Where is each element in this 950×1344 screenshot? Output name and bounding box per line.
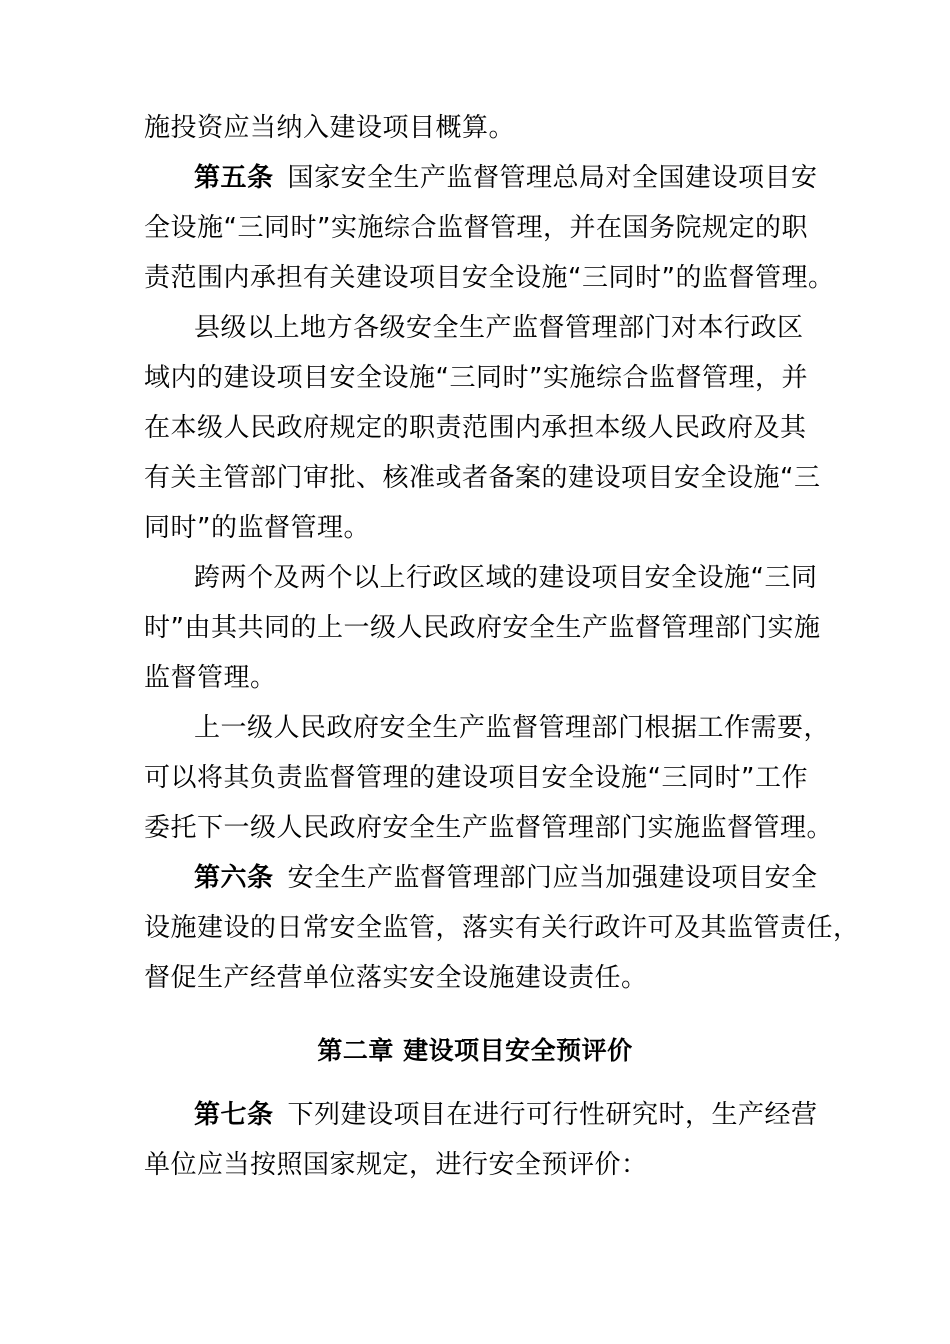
article-5-heading: 第五条 <box>194 163 274 193</box>
paragraph-line: 委托下一级人民政府安全生产监督管理部门实施监督管理。 <box>144 813 834 843</box>
paragraph-line: 同时”的监督管理。 <box>144 513 370 543</box>
article-6-heading: 第六条 <box>194 863 274 893</box>
paragraph-line: 可以将其负责监督管理的建设项目安全设施“三同时”工作 <box>144 763 808 793</box>
paragraph-line: 下列建设项目在进行可行性研究时，生产经营 <box>287 1100 818 1130</box>
article-6-first-line <box>194 863 818 893</box>
paragraph-line: 域内的建设项目安全设施“三同时”实施综合监督管理，并 <box>144 363 808 393</box>
paragraph-line: 跨两个及两个以上行政区域的建设项目安全设施“三同 <box>194 563 818 593</box>
paragraph-line: 责范围内承担有关建设项目安全设施“三同时”的监督管理。 <box>144 263 835 293</box>
paragraph-line: 时”由其共同的上一级人民政府安全生产监督管理部门实施 <box>144 613 821 643</box>
paragraph-line: 督促生产经营单位落实安全设施建设责任。 <box>144 963 648 993</box>
paragraph-line: 县级以上地方各级安全生产监督管理部门对本行政区 <box>194 313 804 343</box>
article-5-first-line <box>194 163 818 193</box>
paragraph-line: 安全生产监督管理部门应当加强建设项目安全 <box>287 863 818 893</box>
paragraph-line: 施投资应当纳入建设项目概算。 <box>144 113 516 143</box>
paragraph-line: 上一级人民政府安全生产监督管理部门根据工作需要， <box>194 713 831 743</box>
article-7-first-line <box>194 1100 818 1130</box>
paragraph-line: 有关主管部门审批、核准或者备案的建设项目安全设施“三 <box>144 463 821 493</box>
paragraph-line: 国家安全生产监督管理总局对全国建设项目安 <box>287 163 818 193</box>
paragraph-line: 全设施“三同时”实施综合监督管理，并在国务院规定的职 <box>144 213 808 243</box>
article-7-heading: 第七条 <box>194 1100 274 1130</box>
paragraph-line: 在本级人民政府规定的职责范围内承担本级人民政府及其 <box>144 413 807 443</box>
chapter-title: 第二章 建设项目安全预评价 <box>317 1036 633 1065</box>
paragraph-line: 单位应当按照国家规定，进行安全预评价： <box>144 1150 648 1180</box>
paragraph-line: 设施建设的日常安全监管，落实有关行政许可及其监管责任， <box>144 913 860 943</box>
paragraph-line: 监督管理。 <box>144 663 277 693</box>
